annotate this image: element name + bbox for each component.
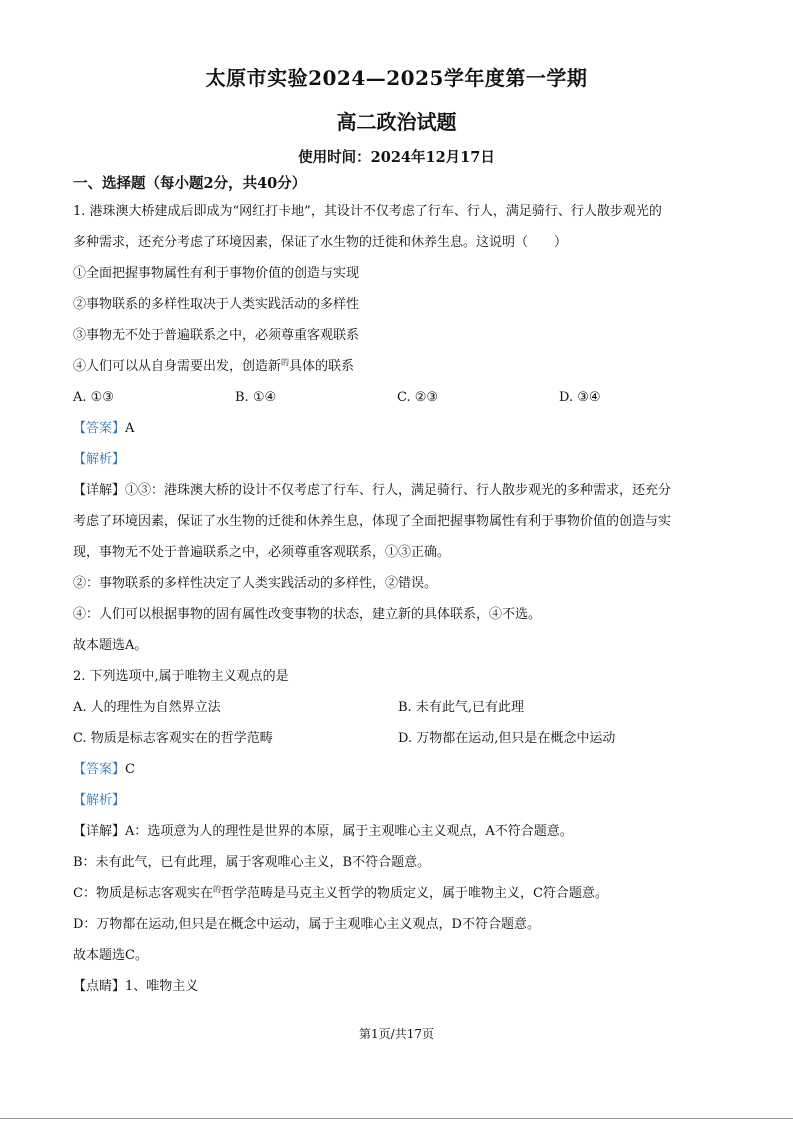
q2-option-d: D. 万物都在运动,但只是在概念中运动 [398, 731, 616, 746]
q2-analysis-tag: 【解析】 [73, 793, 126, 808]
q1-item-1: ①全面把握事物属性有利于事物价值的创造与实现 [73, 266, 360, 281]
q1-item-2: ②事物联系的多样性取决于人类实践活动的多样性 [73, 297, 360, 312]
q2-conclusion: 故本题选C。 [73, 948, 148, 963]
q2-detail-tag: 【详解】 [73, 824, 126, 839]
q1-detail-line-3: 现，事物无不处于普遍联系之中，必须尊重客观联系，①③正确。 [73, 545, 451, 560]
q1-item-4-mark: 的 [281, 358, 290, 367]
q1-option-b: B. ①④ [235, 390, 277, 405]
q2-options-row-1 [73, 692, 723, 723]
q2-stem: 2. 下列选项中,属于唯物主义观点的是 [73, 669, 289, 684]
q1-detail-line-1 [73, 475, 723, 506]
q1-detail-text-1: ①③：港珠澳大桥的设计不仅考虑了行车、行人，满足骑行、行人散步观光的多种需求，还充分 [125, 483, 672, 498]
q2-detail-mark: 的 [212, 885, 221, 894]
q2-detail-line-2: B：未有此气，已有此理，属于客观唯心主义，B不符合题意。 [73, 855, 431, 870]
q2-option-a: A. 人的理性为自然界立法 [73, 700, 221, 715]
q2-analysis [73, 785, 723, 816]
q1-answer-value: A [125, 421, 135, 436]
q2-point-tag: 【点睛】 [73, 979, 126, 994]
q2-detail-line-3 [73, 878, 723, 909]
q2-detail-line-4: D：万物都在运动,但只是在概念中运动，属于主观唯心主义观点，D不符合题意。 [73, 917, 540, 932]
exam-subject: 高二政治试题 [336, 110, 457, 134]
q2-options-row-2 [73, 723, 723, 754]
q1-item-4-text-b: 具体的联系 [289, 359, 355, 374]
exam-date: 使用时间：2024年12月17日 [298, 149, 495, 166]
q1-detail-line-2: 考虑了环境因素，保证了水生物的迁徙和休养生息，体现了全面把握事物属性有利于事物价值的创造与实 [73, 514, 672, 529]
q1-detail-line-5: ④：人们可以根据事物的固有属性改变事物的状态，建立新的具体联系，④不选。 [73, 607, 542, 622]
section-heading: 一、选择题（每小题2分，共40分） [73, 175, 307, 192]
q2-option-b: B. 未有此气,已有此理 [398, 700, 524, 715]
q1-option-d: D. ③④ [559, 390, 601, 405]
q1-option-c: C. ②③ [397, 390, 439, 405]
q1-stem-line-1: 1. 港珠澳大桥建成后即成为“网红打卡地”，其设计不仅考虑了行车、行人，满足骑行、行人散步观光的 [73, 204, 662, 219]
q1-item-4 [73, 351, 723, 382]
q2-detail-text-3b: 哲学范畴是马克主义哲学的物质定义，属于唯物主义，C符合题意。 [220, 886, 608, 901]
bottom-divider [0, 1118, 793, 1119]
q1-item-4-text-a: ④人们可以从自身需要出发，创造新 [73, 359, 282, 374]
q2-detail-line-1 [73, 816, 723, 847]
q1-detail-tag: 【详解】 [73, 483, 126, 498]
q2-point-text: 1、唯物主义 [125, 979, 199, 994]
q1-item-3: ③事物无不处于普遍联系之中，必须尊重客观联系 [73, 328, 360, 343]
q1-analysis [73, 444, 723, 475]
q2-point [73, 971, 723, 1002]
q2-answer [73, 754, 723, 785]
q1-analysis-tag: 【解析】 [73, 452, 126, 467]
q2-answer-value: C [125, 762, 135, 777]
q2-detail-text-3a: C：物质是标志客观实在 [73, 886, 213, 901]
q1-conclusion: 故本题选A。 [73, 638, 148, 653]
q1-options [73, 382, 723, 413]
q2-option-c: C. 物质是标志客观实在的哲学范畴 [73, 731, 273, 746]
exam-title: 太原市实验2024—2025学年度第一学期 [205, 66, 588, 90]
q1-stem-line-2: 多种需求，还充分考虑了环境因素，保证了水生物的迁徙和休养生息。这说明（ ） [73, 235, 568, 250]
q1-option-a: A. ①③ [73, 390, 114, 405]
q1-answer-tag: 【答案】 [73, 421, 126, 436]
q2-answer-tag: 【答案】 [73, 762, 126, 777]
q1-detail-line-4: ②：事物联系的多样性决定了人类实践活动的多样性，②错误。 [73, 576, 438, 591]
q1-answer [73, 413, 723, 444]
page-number: 第1页/共17页 [359, 1027, 434, 1041]
q2-detail-text-1: A：选项意为人的理性是世界的本原，属于主观唯心主义观点，A不符合题意。 [125, 824, 573, 839]
content-body [73, 196, 723, 1002]
